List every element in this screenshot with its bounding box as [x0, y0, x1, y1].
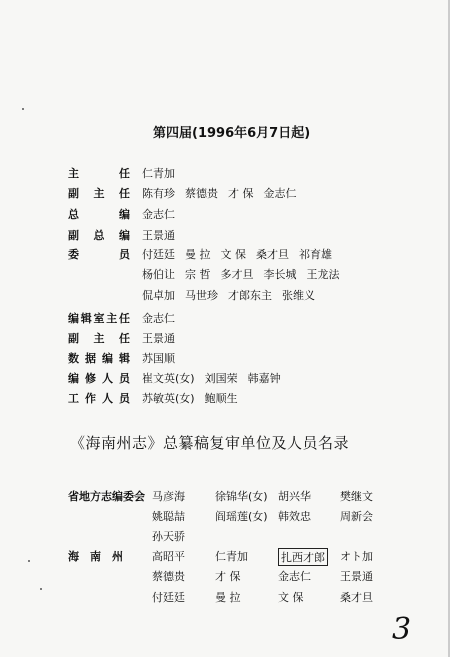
scan-speck: [40, 588, 42, 590]
committee-role-label: [68, 165, 130, 181]
person-name: 韩嘉钟: [247, 372, 281, 385]
reviewer-name: 蔡德贵: [152, 570, 185, 583]
person-name: 侃卓加: [142, 289, 175, 302]
role-char: 主: [93, 187, 105, 200]
role-char: 据: [85, 352, 96, 365]
committee-names: [142, 330, 185, 346]
committee-role-label: [68, 185, 130, 201]
role-char: 编: [68, 312, 79, 325]
person-name: 崔文英(女): [142, 372, 195, 385]
committee-role-label: [68, 227, 130, 243]
review-unit-label: 海 南 州: [68, 550, 123, 563]
reviewer-name: 马彦海: [152, 490, 185, 503]
reviewer-name: 王景通: [340, 570, 373, 583]
person-name: 宗 哲: [185, 268, 211, 281]
reviewer-name: オト加: [340, 550, 373, 563]
reviewer-name: 才 保: [215, 570, 241, 583]
scan-speck: [28, 560, 30, 562]
reviewer-name: 孙天骄: [152, 530, 185, 543]
role-char: 作: [85, 392, 96, 405]
person-name: 王景通: [142, 229, 175, 242]
page-number: 3: [392, 612, 412, 647]
person-name: 桑才旦: [256, 248, 289, 261]
role-char: 主: [68, 167, 79, 180]
person-name: 金志仁: [263, 187, 297, 200]
committee-names: [142, 165, 185, 181]
role-char: 编: [102, 352, 113, 365]
role-char: 员: [119, 372, 130, 385]
role-char: 副: [68, 332, 79, 345]
role-char: 总: [68, 208, 79, 221]
role-char: 人: [102, 372, 113, 385]
committee-names: [142, 227, 185, 243]
role-char: 员: [119, 248, 130, 261]
role-char: 室: [93, 312, 105, 325]
person-name: 杨伯让: [142, 268, 175, 281]
person-name: 金志仁: [142, 208, 175, 221]
reviewer-name: 高昭平: [152, 550, 185, 563]
role-char: 任: [119, 332, 130, 345]
role-char: 副: [68, 187, 79, 200]
committee-role-label: [68, 246, 130, 262]
committee-role-label: [68, 206, 130, 222]
person-name: 陈有珍: [142, 187, 175, 200]
person-name: 鲍顺生: [204, 392, 238, 405]
person-name: 刘国荣: [204, 372, 238, 385]
person-name: 才 保: [228, 187, 254, 200]
reviewer-name: 文 保: [278, 591, 304, 604]
committee-role-label: [68, 350, 130, 366]
committee-role-label: [68, 330, 130, 346]
person-name: 王龙法: [306, 268, 340, 281]
review-heading: 《海南州志》总纂稿复审单位及人员名录: [70, 434, 350, 452]
reviewer-name: 姚聪喆: [152, 510, 185, 523]
role-char: 辑: [119, 352, 130, 365]
role-char: 任: [119, 312, 130, 325]
person-name: 蔡德贵: [185, 187, 218, 200]
person-name: 马世珍: [185, 289, 218, 302]
reviewer-name: 徐锦华(女): [215, 490, 268, 503]
reviewer-name: 金志仁: [278, 570, 311, 583]
committee-names: [142, 287, 325, 303]
role-char: 总: [93, 229, 105, 242]
role-char: 辑: [80, 312, 92, 325]
committee-names: [142, 390, 248, 406]
role-char: 人: [102, 392, 113, 405]
person-name: 多才旦: [220, 268, 254, 281]
role-char: 主: [106, 312, 118, 325]
scan-speck: [22, 108, 24, 110]
person-name: 付廷廷: [142, 248, 175, 261]
person-name: 才郎东主: [228, 289, 272, 302]
reviewer-name: 付廷廷: [152, 591, 185, 604]
person-name: 文 保: [220, 248, 246, 261]
role-char: 任: [119, 187, 130, 200]
person-name: 仁青加: [142, 167, 175, 180]
reviewer-name: 阎瑶莲(女): [215, 510, 268, 523]
role-char: 数: [68, 352, 79, 365]
person-name: 苏敏英(女): [142, 392, 195, 405]
person-name: 王景通: [142, 332, 175, 345]
review-unit-label: 省地方志编委会: [68, 490, 145, 503]
committee-names: [142, 370, 291, 386]
person-name: 祁育雄: [299, 248, 332, 261]
reviewer-name: 桑才旦: [340, 591, 373, 604]
reviewer-name: 樊继文: [340, 490, 373, 503]
person-name: 张维义: [282, 289, 315, 302]
committee-names: [142, 266, 350, 282]
role-char: 编: [119, 229, 130, 242]
person-name: 金志仁: [142, 312, 175, 325]
role-char: 编: [119, 208, 130, 221]
reviewer-name: 胡兴华: [278, 490, 311, 503]
role-char: 委: [68, 248, 79, 261]
role-char: 修: [85, 372, 96, 385]
role-char: 编: [68, 372, 79, 385]
reviewer-name: 仁青加: [215, 550, 248, 563]
committee-names: [142, 206, 185, 222]
role-char: 员: [119, 392, 130, 405]
committee-role-label: [68, 370, 130, 386]
person-name: 李长城: [263, 268, 297, 281]
section-title: 第四届(1996年6月7日起): [153, 126, 311, 141]
reviewer-name: 周新会: [340, 510, 373, 523]
committee-names: [142, 310, 185, 326]
person-name: 苏国顺: [142, 352, 175, 365]
boxed-name: 扎西才郎: [278, 548, 328, 566]
reviewer-name: 曼 拉: [215, 591, 241, 604]
committee-role-label: [68, 310, 130, 326]
committee-names: [142, 350, 185, 366]
role-char: 副: [68, 229, 79, 242]
person-name: 曼 拉: [185, 248, 211, 261]
reviewer-name: 韩效忠: [278, 510, 311, 523]
committee-names: [142, 246, 342, 262]
role-char: 任: [119, 167, 130, 180]
role-char: 主: [93, 332, 105, 345]
committee-role-label: [68, 390, 130, 406]
committee-names: [142, 185, 307, 201]
role-char: 工: [68, 392, 79, 405]
